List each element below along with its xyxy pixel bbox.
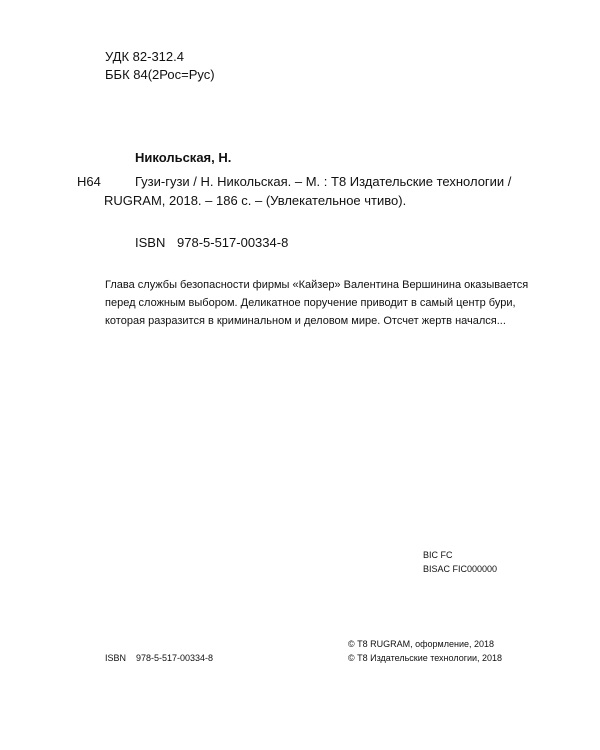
annotation-line: перед сложным выбором. Деликатное поручение приводит в самый центр бури, [105, 297, 516, 309]
copyright-line: © Т8 Издательские технологии, 2018 [348, 653, 503, 663]
annotation-line: Глава службы безопасности фирмы «Кайзер» Валентина Вершинина оказывается [105, 279, 529, 291]
description-line: Гузи-гузи / Н. Никольская. – М. : Т8 Издательские технологии / [135, 174, 512, 189]
isbn-value: 978-5-517-00334-8 [177, 235, 289, 250]
footer-isbn-label: ISBN [105, 653, 127, 663]
bibliographic-description [104, 172, 535, 210]
copyright-line: © Т8 RUGRAM, оформление, 2018 [348, 639, 495, 649]
isbn-label: ISBN [135, 235, 166, 250]
author-name: Никольская, Н. [135, 150, 232, 165]
bisac-code: BISAC FIC000000 [423, 564, 498, 574]
bbk-code: ББК 84(2Рос=Рус) [105, 67, 215, 82]
udk-code: УДК 82-312.4 [105, 49, 184, 64]
footer-isbn [105, 652, 213, 665]
isbn-record [135, 234, 288, 252]
description-line: RUGRAM, 2018. – 186 с. – (Увлекательное чтиво). [104, 193, 407, 208]
bic-code: BIC FC [423, 550, 453, 560]
footer-isbn-value: 978-5-517-00334-8 [136, 653, 214, 663]
annotation [105, 276, 535, 330]
annotation-line: которая разразится в криминальном и деловом мире. Отсчет жертв начался... [105, 315, 506, 327]
author-sign-code: Н64 [77, 174, 101, 189]
